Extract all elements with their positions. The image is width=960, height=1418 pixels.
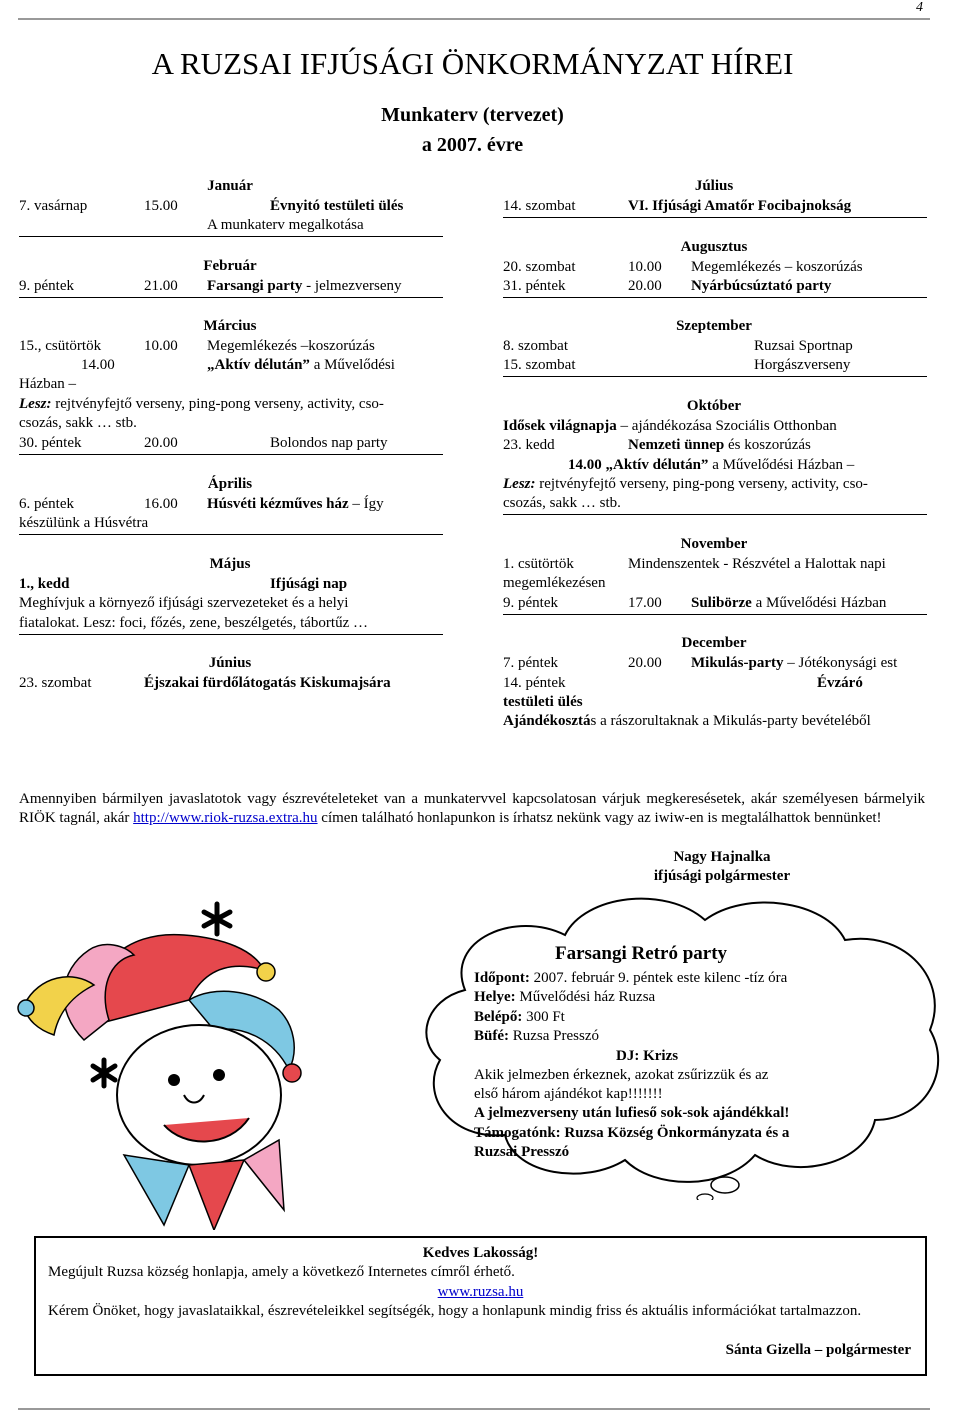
- nov-day1: 1. csütörtök: [503, 556, 574, 572]
- cloud-time-label: Időpont:: [474, 970, 530, 986]
- jan-day: 7. vasárnap: [19, 198, 88, 214]
- jester-illustration: [14, 890, 334, 1230]
- box-signature: Sánta Gizella – polgármester: [725, 1342, 911, 1358]
- mar-lesz-cont: csozás, sakk … stb.: [19, 415, 137, 431]
- dec-line3-rest: s a rászorultaknak a Mikulás-party bevételéből: [590, 713, 871, 729]
- cloud-time: [474, 969, 787, 988]
- divider: [19, 454, 443, 455]
- jun-event: Éjszakai fürdőlátogatás Kiskumajsára: [144, 675, 391, 691]
- month-march: Március: [203, 318, 257, 334]
- dec-event2: Évzáró: [817, 675, 863, 691]
- cloud-line9: Támogatónk: Ruzsa Község Önkormányzata és a: [474, 1125, 790, 1141]
- cloud-entry-label: Belépő:: [474, 1009, 523, 1025]
- cloud-entry-value: 300 Ft: [522, 1009, 565, 1025]
- mar-lesz: [19, 395, 384, 414]
- oct-event2: [628, 436, 811, 455]
- apr-event-name: Húsvéti kézműves ház: [207, 496, 349, 512]
- divider: [503, 376, 927, 377]
- month-august: Augusztus: [680, 239, 748, 255]
- apr-event: [207, 495, 384, 514]
- oct-event3-name: „Aktív délután”: [605, 457, 709, 473]
- box-link-line: [36, 1283, 925, 1302]
- may-day: 1., kedd: [19, 576, 70, 592]
- feb-event-rest: - jelmezverseny: [302, 278, 402, 294]
- month-november: November: [680, 536, 748, 552]
- divider: [19, 297, 443, 298]
- cloud-line6: Akik jelmezben érkeznek, azokat zsűrizzük és az: [474, 1067, 769, 1083]
- dec-line3-name: Ajándékosztá: [503, 713, 591, 729]
- jan-time: 15.00: [144, 198, 178, 214]
- nov-event1: Mindenszentek - Részvétel a Halottak napi: [628, 556, 886, 572]
- dec-time1: 20.00: [628, 655, 662, 671]
- oct-lesz-cont: csozás, sakk … stb.: [503, 495, 621, 511]
- jul-day: 14. szombat: [503, 198, 576, 214]
- divider: [503, 217, 927, 218]
- may-event: Ifjúsági nap: [270, 576, 348, 592]
- mar-event2: [207, 356, 395, 375]
- oct-lesz-label: Lesz:: [503, 476, 536, 492]
- divider: [19, 634, 443, 635]
- mar-lesz-text: rejtvényfejtő verseny, ping-pong verseny, activity, cso-: [51, 396, 384, 412]
- dec-event1: [691, 654, 897, 673]
- box-paragraph: Kérem Önöket, hogy javaslataikkal, észrevételeikkel segítségék, hogy a honlapunk mindig friss és aktuális információkat tartalmazzon.: [48, 1303, 862, 1319]
- cloud-place: [474, 988, 655, 1007]
- dec-day1: 7. péntek: [503, 655, 558, 671]
- dec-line3: [503, 712, 871, 731]
- oct-day2: 23. kedd: [503, 437, 555, 453]
- month-june: Június: [208, 655, 252, 671]
- mar-event2-rest: a Művelődési: [309, 357, 395, 373]
- aug-time2: 20.00: [628, 278, 662, 294]
- cloud-entry: [474, 1008, 565, 1027]
- oct-time3: 14.00: [568, 457, 602, 473]
- oct-line1-rest: – ajándékozása Szociális Otthonban: [616, 418, 837, 434]
- oct-lesz: [503, 475, 868, 494]
- mar-day3: 30. péntek: [19, 435, 82, 451]
- mar-time3: 20.00: [144, 435, 178, 451]
- apr-event-rest: – Így: [348, 496, 384, 512]
- divider: [19, 236, 443, 237]
- feb-time: 21.00: [144, 278, 178, 294]
- month-february: Február: [203, 258, 257, 274]
- aug-day2: 31. péntek: [503, 278, 566, 294]
- header-rule: [18, 18, 930, 20]
- cloud-buffet: [474, 1027, 599, 1046]
- notice-text-after: címen található honlapunkon is írhatsz nekünk vagy az iwiw-en is megtalálhattok bennünket!: [317, 810, 882, 826]
- divider: [503, 297, 927, 298]
- aug-time1: 10.00: [628, 259, 662, 275]
- may-line2: fiatalokat. Lesz: foci, főzés, zene, beszélgetés, tábortűz …: [19, 615, 369, 631]
- apr-time: 16.00: [144, 496, 178, 512]
- jun-day: 23. szombat: [19, 675, 92, 691]
- nov-cont1: megemlékezésen: [503, 575, 606, 591]
- box-line1: Megújult Ruzsa község honlapja, amely a következő Internetes címről érhető.: [48, 1264, 515, 1280]
- notice-paragraph: [19, 790, 925, 828]
- month-december: December: [681, 635, 747, 651]
- jan-event: Évnyitó testületi ülés: [270, 198, 404, 214]
- nov-time2: 17.00: [628, 595, 662, 611]
- feb-event-name: Farsangi party: [207, 278, 303, 294]
- divider: [19, 534, 443, 535]
- cloud-line10: Ruzsai Presszó: [474, 1144, 570, 1160]
- cloud-title: Farsangi Retró party: [555, 943, 728, 964]
- cloud-place-label: Helye:: [474, 989, 516, 1005]
- dec-event1-rest: – Jótékonysági est: [783, 655, 898, 671]
- notice-text-before: Amennyiben bármilyen javaslatotok vagy észrevételeteket van a munkatervvel kapcsolatosan várjuk megkeresésetek, akár személyesen bármelyik RIÖK tagnál, akár: [19, 791, 925, 826]
- cloud-place-value: Művelődési ház Ruzsa: [515, 989, 656, 1005]
- sep-event2: Horgászverseny: [754, 357, 851, 373]
- signature-name: Nagy Hajnalka: [673, 849, 771, 865]
- aug-event2: Nyárbúcsúztató party: [691, 278, 832, 294]
- jester-face: [117, 1025, 281, 1165]
- jul-event: VI. Ifjúsági Amatőr Focibajnokság: [628, 198, 852, 214]
- mar-time: 10.00: [144, 338, 178, 354]
- month-january: Január: [207, 178, 253, 194]
- ruzsa-link[interactable]: www.ruzsa.hu: [437, 1284, 524, 1300]
- sep-day2: 15. szombat: [503, 357, 576, 373]
- oct-lesz-text: rejtvényfejtő verseny, ping-pong verseny, activity, cso-: [535, 476, 868, 492]
- month-september: Szeptember: [676, 318, 752, 334]
- oct-line1-name: Idősek világnapja: [503, 418, 617, 434]
- announcement-box: [34, 1236, 927, 1376]
- cloud-buffet-value: Ruzsa Presszó: [509, 1028, 599, 1044]
- month-july: Július: [694, 178, 734, 194]
- aug-event1: Megemlékezés – koszorúzás: [691, 259, 863, 275]
- signature-title: ifjúsági polgármester: [653, 868, 791, 884]
- dec-event1-name: Mikulás-party: [691, 655, 784, 671]
- dec-cont2: testületi ülés: [503, 694, 583, 710]
- month-october: Október: [686, 398, 742, 414]
- cloud-time-value: 2007. február 9. péntek este kilenc -tíz óra: [529, 970, 788, 986]
- feb-day: 9. péntek: [19, 278, 74, 294]
- jan-sub: A munkaterv megalkotása: [207, 217, 364, 233]
- mar-day: 15., csütörtök: [19, 338, 102, 354]
- month-april: Április: [207, 476, 253, 492]
- dec-day2: 14. péntek: [503, 675, 566, 691]
- apr-day: 6. péntek: [19, 496, 74, 512]
- nov-event2-name: Sulibörze: [691, 595, 752, 611]
- oct-line3: [568, 456, 854, 475]
- mar-lesz-label: Lesz:: [19, 396, 52, 412]
- page-title: A RUZSAI IFJÚSÁGI ÖNKORMÁNYZAT HÍREI: [151, 46, 794, 81]
- mar-event3: Bolondos nap party: [270, 435, 388, 451]
- apr-cont: készülünk a Húsvétra: [19, 515, 149, 531]
- nov-event2-rest: a Művelődési Házban: [751, 595, 887, 611]
- mar-event2-name: „Aktív délután”: [207, 357, 310, 373]
- mar-event: Megemlékezés –koszorúzás: [207, 338, 375, 354]
- may-line1: Meghívjuk a környező ifjúsági szervezeteket és a helyi: [19, 595, 349, 611]
- oct-event3-rest: a Művelődési Házban –: [708, 457, 855, 473]
- divider: [503, 514, 927, 515]
- box-greeting: Kedves Lakosság!: [422, 1245, 539, 1261]
- cloud-dj: DJ: Krizs: [616, 1048, 679, 1064]
- nov-event2: [691, 594, 886, 613]
- oct-event2-rest: és koszorúzás: [724, 437, 811, 453]
- cloud-buffet-label: Büfé:: [474, 1028, 509, 1044]
- nov-day2: 9. péntek: [503, 595, 558, 611]
- footer-rule: [18, 1408, 930, 1410]
- oct-event2-name: Nemzeti ünnep: [628, 437, 725, 453]
- sep-day1: 8. szombat: [503, 338, 568, 354]
- sep-event1: Ruzsai Sportnap: [754, 338, 853, 354]
- mar-cont: Házban –: [19, 376, 77, 392]
- oct-line1: [503, 417, 837, 436]
- riok-link[interactable]: http://www.riok-ruzsa.extra.hu: [133, 810, 318, 826]
- cloud-line8: A jelmezverseny után lufieső sok-sok ajándékkal!: [474, 1105, 790, 1121]
- month-may: Május: [209, 556, 251, 572]
- page-number: 4: [916, 0, 923, 15]
- feb-event: [207, 277, 402, 296]
- mar-time2: 14.00: [81, 357, 115, 373]
- subtitle-plan: Munkaterv (tervezet): [381, 104, 564, 126]
- cloud-line7: első három ajándékot kap!!!!!!!: [474, 1086, 663, 1102]
- subtitle-year: a 2007. évre: [421, 134, 524, 156]
- divider: [503, 614, 927, 615]
- aug-day1: 20. szombat: [503, 259, 576, 275]
